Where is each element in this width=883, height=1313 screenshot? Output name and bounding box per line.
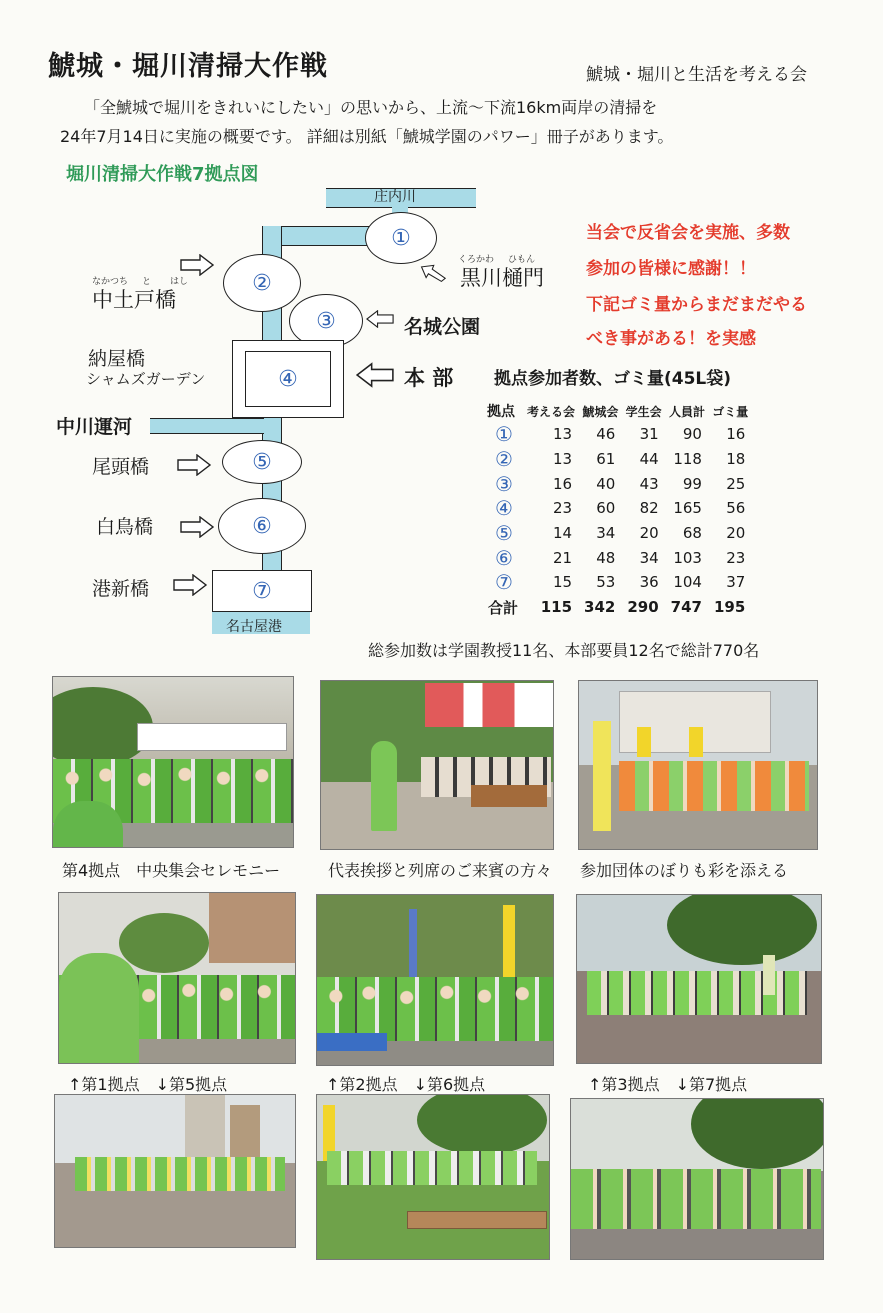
intro-line-2: 24年7月14日に実施の概要です。 詳細は別紙「鯱城学園のパワー」冊子があります。	[60, 127, 674, 146]
photo-ceremony	[52, 676, 294, 848]
photo-point-3	[576, 894, 822, 1064]
caption-points-3-7: ↑第3拠点 ↓第7拠点	[588, 1075, 748, 1094]
intro-line-1: 「全鯱城で堀川をきれいにしたい」の思いから、上流～下流16km両岸の清掃を	[84, 98, 658, 117]
table-row: ⑥ 21 48 34 103 23	[495, 545, 746, 570]
point-5-node: ⑤	[222, 440, 302, 484]
table-row: ② 13 61 44 118 18	[495, 447, 746, 472]
photo-point-2	[316, 894, 554, 1066]
river-shonai-label: 庄内川	[374, 189, 416, 205]
arrow-right-icon	[180, 516, 214, 538]
arrow-left-icon	[366, 310, 394, 328]
table-row: ⑦ 15 53 36 104 37	[495, 570, 746, 595]
photo-greeting	[320, 680, 554, 850]
caption-flags: 参加団体のぼりも彩を添える	[580, 861, 789, 880]
arrow-right-icon	[180, 254, 214, 276]
map-title: 堀川清掃大作戦7拠点図	[66, 164, 259, 185]
nayabashi-label: 納屋橋	[88, 348, 146, 370]
photo-point-1	[58, 892, 296, 1064]
photo-point-5	[54, 1094, 296, 1248]
stats-table	[484, 400, 751, 620]
photo-point-7	[570, 1098, 824, 1260]
point-4-node: ④	[232, 340, 344, 418]
table-row: ④ 23 60 82 165 56	[495, 496, 746, 521]
nakagawa-label: 中川運河	[56, 416, 133, 438]
table-row: ⑤ 14 34 20 68 20	[495, 521, 746, 546]
bitoubashi-label: 尾頭橋	[92, 456, 150, 478]
col-header: 拠点	[487, 404, 515, 420]
point-6-node: ⑥	[218, 498, 306, 554]
kurokawa-ruby-2: ひもん	[508, 255, 536, 265]
arrow-diagonal-icon	[420, 262, 446, 284]
nakatsuchi-ruby-3: はし	[170, 277, 189, 287]
stats-header-row	[484, 400, 751, 422]
shams-label: シャムズガーデン	[86, 370, 206, 388]
total-summary: 総参加数は学園教授11名、本部要員12名で総計770名	[368, 641, 760, 660]
table-row: ① 13 46 31 90 16	[495, 422, 746, 447]
col-header: 鯱城会	[582, 404, 619, 419]
honbu-label: 本 部	[404, 366, 454, 390]
notice-line-3: 下記ゴミ量からまだまだやる	[586, 295, 807, 315]
point-3-node: ③	[289, 294, 363, 348]
minatoshin-label: 港新橋	[92, 578, 150, 600]
photo-point-6	[316, 1094, 550, 1260]
arrow-left-icon	[356, 362, 394, 388]
col-header: 学生会	[625, 404, 662, 419]
nakatsuchi-label: 中土戸橋	[92, 288, 176, 312]
caption-greeting: 代表挨拶と列席のご来賓の方々	[328, 861, 553, 880]
caption-ceremony: 第4拠点 中央集会セレモニー	[62, 861, 281, 880]
kurokawa-label: 黒川樋門	[460, 266, 544, 290]
nakatsuchi-ruby-2: と	[142, 277, 152, 287]
meijo-label: 名城公園	[404, 316, 481, 338]
col-header: 考える会	[527, 404, 576, 419]
col-header: ゴミ量	[712, 404, 749, 419]
table-row: ③ 16 40 43 99 25	[495, 471, 746, 496]
notice-line-2: 参加の皆様に感謝！！	[586, 259, 756, 279]
notice-line-1: 当会で反省会を実施、多数	[586, 223, 790, 243]
point-1-node: ①	[365, 212, 437, 264]
notice-line-4: べき事がある！を実感	[586, 329, 756, 349]
kurokawa-ruby-1: くろかわ	[458, 255, 495, 265]
caption-points-1-5: ↑第1拠点 ↓第5拠点	[68, 1075, 228, 1094]
photo-flags	[578, 680, 818, 850]
point-7-node: ⑦	[212, 570, 312, 612]
total-row: 合計 115 342 290 747 195	[488, 598, 746, 617]
port-label: 名古屋港	[226, 619, 282, 635]
point-2-node: ②	[223, 254, 301, 312]
page-title: 鯱城・堀川清掃大作戦	[48, 51, 328, 82]
col-header: 人員計	[668, 404, 705, 419]
stats-title: 拠点参加者数、ゴミ量(45L袋)	[494, 369, 732, 389]
arrow-right-icon	[176, 454, 212, 476]
organization-name: 鯱城・堀川と生活を考える会	[586, 65, 807, 85]
arrow-right-icon	[170, 574, 210, 596]
shiratori-label: 白鳥橋	[96, 516, 154, 538]
caption-points-2-6: ↑第2拠点 ↓第6拠点	[326, 1075, 486, 1094]
nakatsuchi-ruby-1: なかつち	[92, 277, 129, 287]
